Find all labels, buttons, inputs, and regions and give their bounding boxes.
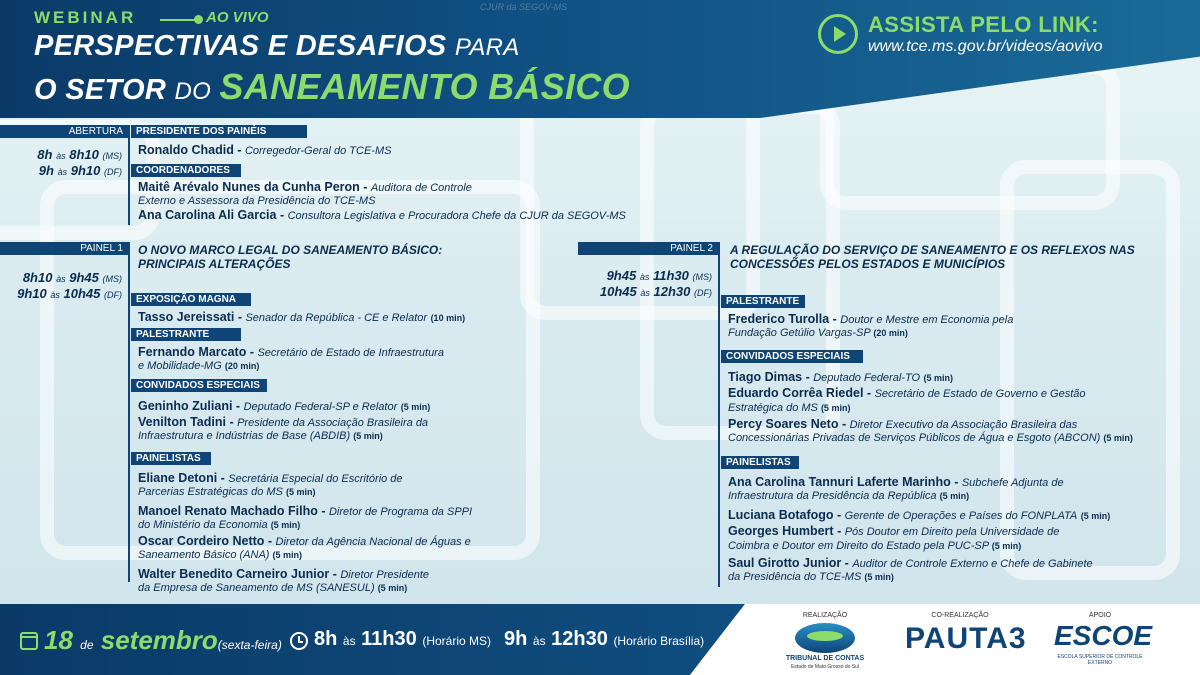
clock-icon (290, 632, 308, 650)
painel1-title2: PRINCIPAIS ALTERAÇÕES (138, 257, 291, 271)
live-link[interactable]: www.tce.ms.gov.br/videos/aovivo (868, 38, 1103, 55)
person-ronaldo: Ronaldo Chadid - Corregedor-Geral do TCE-MS (138, 143, 392, 157)
painel2-title2: CONCESSÕES PELOS ESTADOS E MUNICÍPIOS (730, 257, 1006, 271)
title-o-setor: O SETOR (34, 74, 167, 106)
person-tiago: Tiago Dimas - Deputado Federal-TO (5 min) (728, 370, 954, 384)
section-palestrante: PALESTRANTE (131, 328, 241, 341)
person-maite-desc: Externo e Assessora da Presidência do TCE-MS (138, 195, 376, 207)
person-manoel: Manoel Renato Machado Filho - Diretor de Programa da SPPI (138, 504, 473, 518)
person-georges-desc: Coimbra e Doutor em Direito do Estado pela PUC-SP (5 min) (728, 540, 1022, 552)
person-marcato-desc: e Mobilidade-MG (20 min) (138, 360, 260, 372)
person-oscar-desc: Saneamento Básico (ANA) (5 min) (138, 549, 303, 561)
title-line1 (34, 30, 520, 63)
section-exposicao: EXPOSIÇÃO MAGNA (131, 293, 251, 306)
bg-decoration (0, 120, 160, 240)
person-ana-marinho-desc: Infraestrutura da Presidência da República (5 min) (728, 490, 970, 502)
escoe-sub: ESCOLA SUPERIOR DE CONTROLE EXTERNO (1057, 654, 1143, 666)
person-tadini-desc: Infraestrutura e Indústrias de Base (ABDIB) (5 min) (138, 430, 383, 442)
person-eliane-desc: Parcerias Estratégicas do MS (5 min) (138, 486, 316, 498)
section-coordenadores: COORDENADORES (131, 164, 241, 177)
assista-label: ASSISTA PELO LINK: (868, 12, 1099, 37)
title-do: DO (174, 78, 212, 105)
painel1-title1: O NOVO MARCO LEGAL DO SANEAMENTO BÁSICO: (138, 243, 443, 257)
painel1-time-df: 9h10 às 10h45 (DF) (17, 286, 122, 301)
person-riedel-desc: Estratégica do MS (5 min) (728, 402, 851, 414)
abertura-line (128, 125, 130, 225)
tce-logo (795, 623, 855, 653)
play-triangle-icon (834, 26, 846, 42)
divider (160, 19, 198, 21)
title-line2 (34, 66, 630, 108)
time-ms: 8h às 11h30 (Horário MS) (314, 628, 491, 650)
painel1-tag: PAINEL 1 (0, 242, 128, 255)
abertura-time-df: 9h às 9h10 (DF) (38, 163, 122, 178)
corealizacao-label: CO-REALIZAÇÃO (931, 612, 989, 619)
calendar-icon (20, 632, 38, 650)
dot-icon (194, 15, 203, 24)
person-saul-desc: da Presidência do TCE-MS (5 min) (728, 571, 894, 583)
person-tadini: Venilton Tadini - Presidente da Associação Brasileira da (138, 415, 429, 429)
tce-name: TRIBUNAL DE CONTAS (785, 655, 865, 662)
escoe-logo: ESCOE (1054, 620, 1153, 651)
apoio-label: APOIO (1088, 612, 1112, 619)
person-oscar: Oscar Cordeiro Netto - Diretor da Agência Nacional de Águas e (138, 534, 471, 548)
title-para: PARA (454, 34, 520, 61)
title-highlight: SANEAMENTO BÁSICO (219, 66, 630, 107)
person-luciana: Luciana Botafogo - Gerente de Operações e Países do FONPLATA (5 min) (728, 508, 1111, 522)
abertura-tag: ABERTURA (0, 125, 128, 138)
person-marcato: Fernando Marcato - Secretário de Estado de Infraestrutura (138, 345, 444, 359)
person-turolla: Frederico Turolla - Doutor e Mestre em Economia pela (728, 312, 1014, 326)
section-convidados: CONVIDADOS ESPECIAIS (131, 379, 267, 392)
person-walter-desc: da Empresa de Saneamento de MS (SANESUL) (5 min) (138, 582, 408, 594)
painel1-line (128, 242, 130, 582)
person-ana-garcia: Ana Carolina Ali Garcia - Consultora Legislativa e Procuradora Chefe da CJUR da SEGOV-MS (138, 208, 626, 222)
person-tasso: Tasso Jereissati - Senador da República - CE e Relator (10 min) (138, 310, 466, 324)
painel2-title1: A REGULAÇÃO DO SERVIÇO DE SANEAMENTO E OS REFLEXOS NAS (730, 243, 1135, 257)
painel2-time-df: 10h45 às 12h30 (DF) (599, 284, 712, 299)
pauta3-logo: PAUTA3 (905, 622, 1027, 655)
person-turolla-desc: Fundação Getúlio Vargas-SP (20 min) (728, 327, 908, 339)
person-georges: Georges Humbert - Pós Doutor em Direito pela Universidade de (728, 524, 1060, 538)
person-riedel: Eduardo Corrêa Riedel - Secretário de Estado de Governo e Gestão (728, 386, 1086, 400)
section-palestrante-2: PALESTRANTE (721, 295, 805, 308)
realizacao-label: REALIZAÇÃO (802, 612, 848, 619)
ao-vivo-label: AO VIVO (206, 9, 269, 26)
abertura-time-ms: 8h às 8h10 (MS) (37, 147, 122, 162)
section-painelistas: PAINELISTAS (131, 452, 211, 465)
person-percy-desc: Concessionárias Privadas de Serviços Públicos de Água e Esgoto (ABCON) (5 min) (728, 432, 1133, 444)
person-maite: Maitê Arévalo Nunes da Cunha Peron - Auditora de Controle (138, 180, 472, 194)
section-convidados-2: CONVIDADOS ESPECIAIS (721, 350, 863, 363)
person-manoel-desc: do Ministério da Economia (5 min) (138, 519, 301, 531)
painel2-tag: PAINEL 2 (578, 242, 718, 255)
time-brasilia: 9h às 12h30 (Horário Brasília) (504, 628, 705, 650)
person-saul: Saul Girotto Junior - Auditor de Controle Externo e Chefe de Gabinete (728, 556, 1093, 570)
painel2-line (718, 242, 720, 587)
webinar-label: WEBINAR (34, 8, 137, 27)
faded-text: CJUR da SEGOV-MS (480, 2, 568, 12)
person-walter: Walter Benedito Carneiro Junior - Diretor Presidente (138, 567, 429, 581)
painel1-time-ms: 8h10 às 9h45 (MS) (22, 270, 122, 285)
person-ana-marinho: Ana Carolina Tannuri Laferte Marinho - Subchefe Adjunta de (728, 475, 1064, 489)
section-painelistas-2: PAINELISTAS (721, 456, 799, 469)
person-geninho: Geninho Zuliani - Deputado Federal-SP e Relator (5 min) (138, 399, 431, 413)
tce-sub: Estado de Mato Grosso do Sul (790, 664, 860, 670)
painel2-time-ms: 9h45 às 11h30 (MS) (606, 268, 712, 283)
person-percy: Percy Soares Neto - Diretor Executivo da Associação Brasileira das (728, 417, 1078, 431)
person-eliane: Eliane Detoni - Secretária Especial do Escritório de (138, 471, 403, 485)
event-date: 18 de setembro(sexta-feira) (44, 625, 282, 655)
title-main: PERSPECTIVAS E DESAFIOS (34, 30, 447, 62)
section-presidente: PRESIDENTE DOS PAINÉIS (131, 125, 307, 138)
